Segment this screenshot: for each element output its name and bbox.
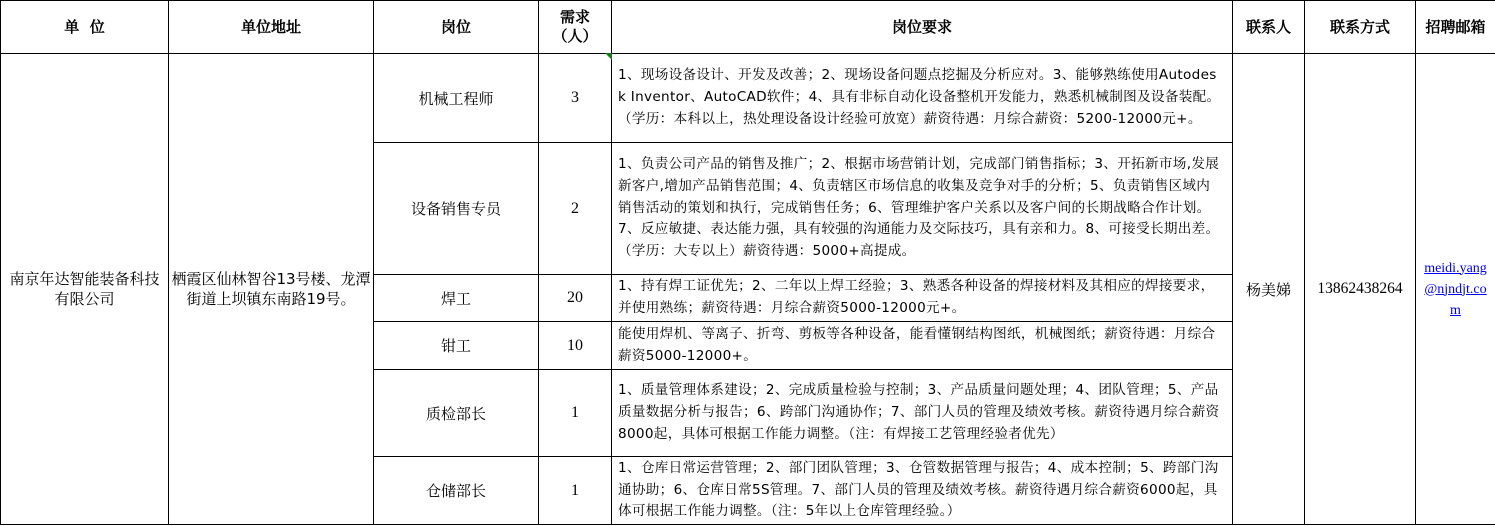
company-address: 栖霞区仙林智谷13号楼、龙潭街道上坝镇东南路19号。 <box>169 54 374 525</box>
post-cell: 机械工程师 <box>374 54 539 143</box>
post-cell: 仓储部长 <box>374 457 539 525</box>
company-name: 南京年达智能装备科技有限公司 <box>1 54 169 525</box>
table-row <box>1 54 1495 143</box>
header-row <box>1 1 1495 54</box>
header-unit: 单 位 <box>1 1 169 54</box>
recruit-email-cell <box>1416 54 1495 525</box>
header-requirements: 岗位要求 <box>612 1 1233 54</box>
demand-cell: 2 <box>539 143 612 275</box>
contact-phone: 13862438264 <box>1305 54 1416 525</box>
requirement-cell: 能使用焊机、等离子、折弯、剪板等各种设备，能看懂钢结构图纸，机械图纸；薪资待遇：月综合薪资5000-12000+。 <box>612 322 1233 370</box>
demand-cell: 3 <box>539 54 612 143</box>
header-phone: 联系方式 <box>1305 1 1416 54</box>
header-email: 招聘邮箱 <box>1416 1 1495 54</box>
header-demand: 需求 （人） <box>539 1 612 54</box>
requirement-cell: 1、负责公司产品的销售及推广；2、根据市场营销计划，完成部门销售指标；3、开拓新市场,发展新客户,增加产品销售范围；4、负责辖区市场信息的收集及竞争对手的分析；5、负责销售区域内销售活动的策划和执行，完成销售任务；6、管理维护客户关系以及客户间的长期战略合作计划。7、反应敏捷、表达能力强，具有较强的沟通能力及交际技巧，具有亲和力。8、可接受长期出差。（学历：大专以上）薪资待遇：5000+高提成。 <box>612 143 1233 275</box>
demand-cell: 1 <box>539 457 612 525</box>
header-post: 岗位 <box>374 1 539 54</box>
requirement-cell: 1、持有焊工证优先；2、二年以上焊工经验；3、熟悉各种设备的焊接材料及其相应的焊接要求，并使用熟练；薪资待遇：月综合薪资5000-12000元+。 <box>612 275 1233 322</box>
post-cell: 质检部长 <box>374 370 539 457</box>
requirement-cell: 1、现场设备设计、开发及改善；2、现场设备问题点挖掘及分析应对。3、能够熟练使用Autodesk Inventor、AutoCAD软件；4、具有非标自动化设备整机开发能力，熟悉机械制图及设备装配。（学历：本科以上，热处理设备设计经验可放宽）薪资待遇：月综合薪资：5200-12000元+。 <box>612 54 1233 143</box>
recruit-email-link[interactable]: meidi.yang@njndjt.com <box>1424 260 1487 318</box>
header-contact: 联系人 <box>1233 1 1305 54</box>
requirement-cell: 1、仓库日常运营管理；2、部门团队管理；3、仓管数据管理与报告；4、成本控制；5、跨部门沟通协助；6、仓库日常5S管理。7、部门人员的管理及绩效考核。薪资待遇月综合薪资6000起，具体可根据工作能力调整。（注：5年以上仓库管理经验。） <box>612 457 1233 525</box>
post-cell: 设备销售专员 <box>374 143 539 275</box>
demand-cell: 10 <box>539 322 612 370</box>
demand-cell: 1 <box>539 370 612 457</box>
post-cell: 钳工 <box>374 322 539 370</box>
demand-cell: 20 <box>539 275 612 322</box>
post-cell: 焊工 <box>374 275 539 322</box>
requirement-cell: 1、质量管理体系建设；2、完成质量检验与控制；3、产品质量问题处理；4、团队管理；5、产品质量数据分析与报告；6、跨部门沟通协作；7、部门人员的管理及绩效考核。薪资待遇月综合薪资8000起，具体可根据工作能力调整。（注：有焊接工艺管理经验者优先） <box>612 370 1233 457</box>
contact-person: 杨美娣 <box>1233 54 1305 525</box>
header-address: 单位地址 <box>169 1 374 54</box>
